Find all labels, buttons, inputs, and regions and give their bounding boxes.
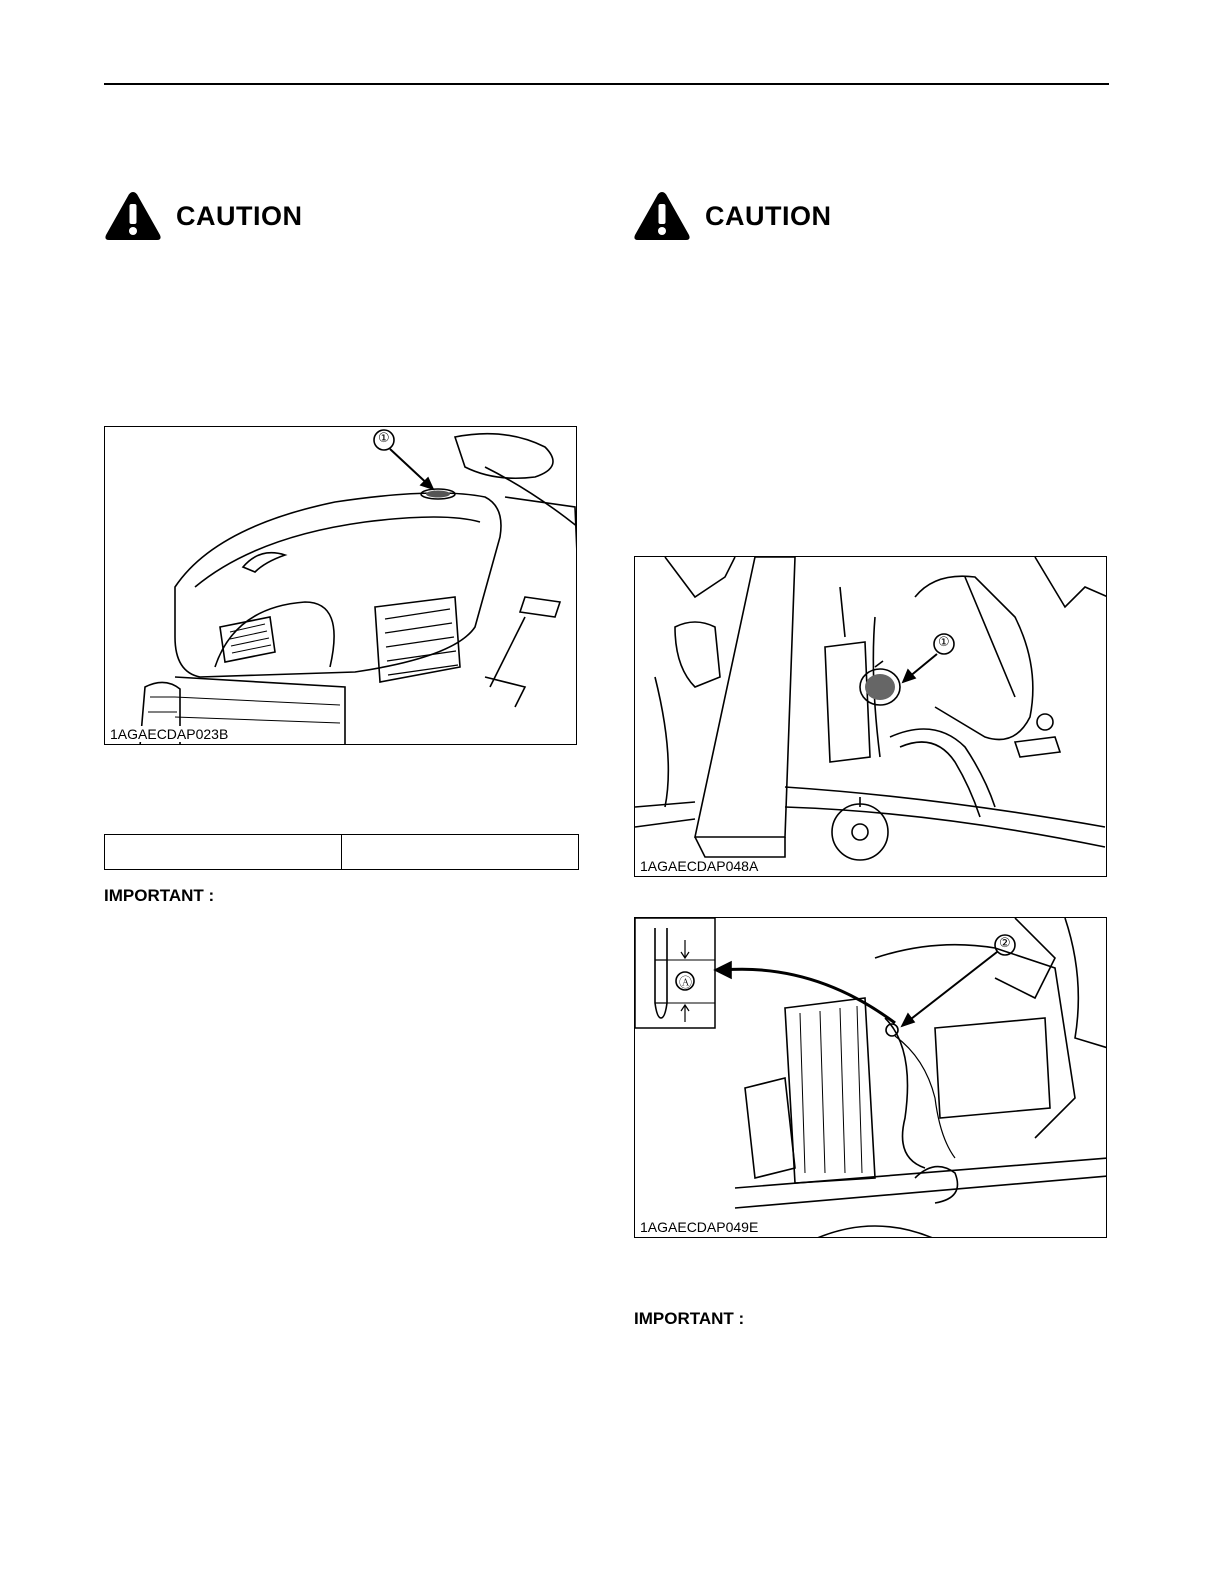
caution-right-label: CAUTION	[705, 200, 832, 231]
figure-code: 1AGAECDAP023B	[110, 726, 229, 742]
table-cell	[105, 835, 342, 869]
callout-1: ①	[378, 430, 390, 445]
figure-code: 1AGAECDAP049E	[640, 1219, 759, 1235]
warning-triangle-icon	[104, 190, 162, 242]
inset-label-a: Ⓐ	[679, 975, 693, 990]
table-cell	[342, 835, 578, 869]
important-right: IMPORTANT :	[634, 1309, 745, 1328]
important-left: IMPORTANT :	[104, 886, 215, 905]
engine-side-illustration	[635, 918, 1107, 1238]
warning-triangle-icon	[633, 190, 691, 242]
engine-top-illustration	[635, 557, 1107, 877]
figure-code: 1AGAECDAP048A	[640, 858, 759, 874]
figure-engine-oil-cap	[634, 556, 1107, 877]
callout-1: ①	[938, 634, 950, 649]
spec-table	[104, 834, 579, 870]
tractor-hood-illustration	[105, 427, 577, 745]
header-rule	[104, 83, 1109, 85]
figure-dipstick	[634, 917, 1107, 1238]
caution-left	[104, 190, 303, 242]
caution-right	[633, 190, 832, 242]
callout-2: ②	[999, 935, 1011, 950]
caution-left-label: CAUTION	[176, 200, 303, 231]
figure-hood-fuel-cap	[104, 426, 577, 745]
